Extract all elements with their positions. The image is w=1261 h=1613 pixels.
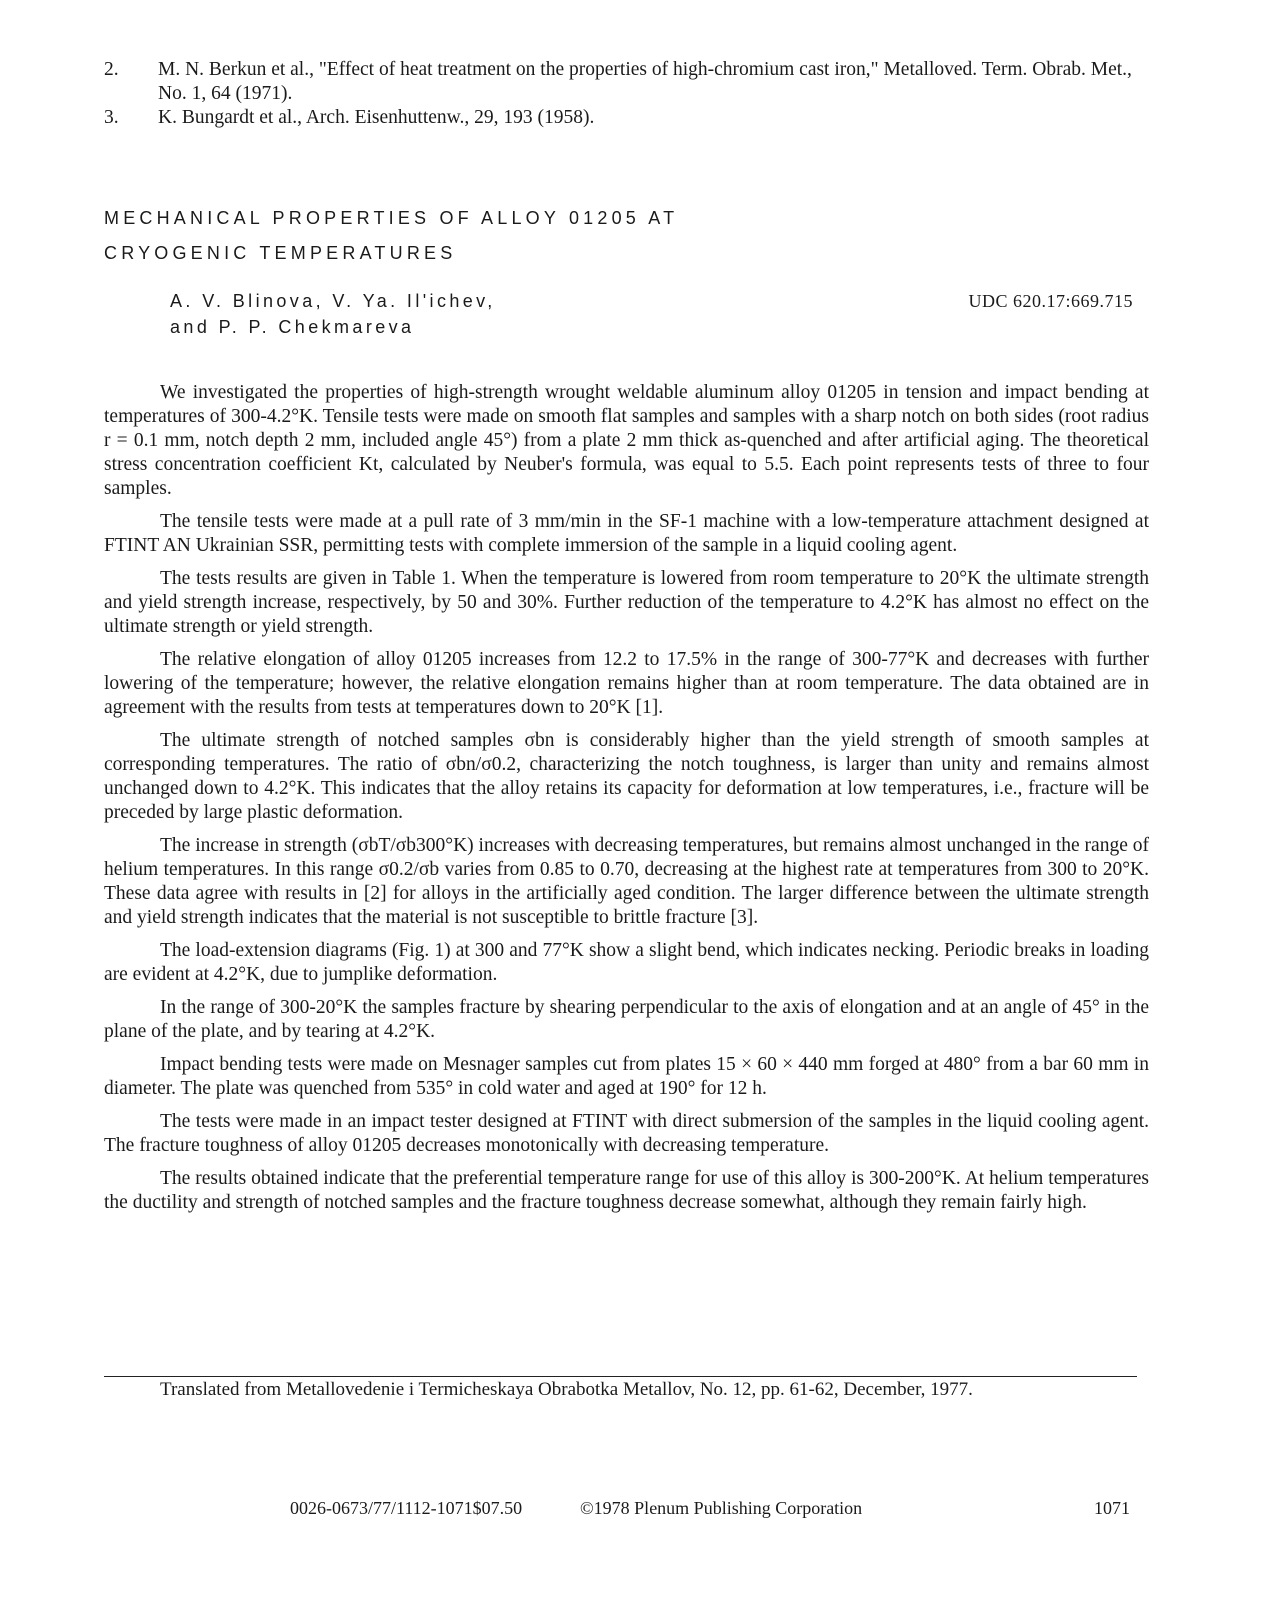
article-title-line-2: CRYOGENIC TEMPERATURES <box>104 243 457 263</box>
article-code: 0026-0673/77/1112-1071$07.50 <box>290 1498 523 1518</box>
reference-item <box>104 58 1144 106</box>
paragraph: The ultimate strength of notched samples σbn is considerably higher than the yield strength of smooth samples at corresponding temperatures. The ratio of σbn/σ0.2, characterizing the notch toughness, is larger than unity and remains almost unchanged down to 4.2°K. This indicates that the alloy retains its capacity for deformation at low temperatures, i.e., fracture will be preceded by large plastic deformation. <box>104 730 1149 823</box>
copyright-notice: ©1978 Plenum Publishing Corporation <box>580 1498 863 1518</box>
reference-number: 3. <box>104 107 119 128</box>
paragraph: Impact bending tests were made on Mesnager samples cut from plates 15 × 60 × 440 mm forged at 480° from a bar 60 mm in diameter. The plate was quenched from 535° in cold water and aged at 190° for 12 h. <box>104 1054 1149 1099</box>
article-body <box>104 381 1149 1224</box>
footnote-divider <box>104 1376 1137 1377</box>
reference-number: 2. <box>104 59 119 80</box>
author-line-2: and P. P. Chekmareva <box>170 317 415 337</box>
article-title-line-1: MECHANICAL PROPERTIES OF ALLOY 01205 AT <box>104 208 679 228</box>
paragraph: The increase in strength (σbT/σb300°K) increases with decreasing temperatures, but remains almost unchanged in the range of helium temperatures. In this range σ0.2/σb varies from 0.85 to 0.70, decreasing at the highest rate at temperatures from 300 to 20°K. These data agree with results in [2] for alloys in the artificially aged condition. The larger difference between the ultimate strength and yield strength indicates that the material is not susceptible to brittle fracture [3]. <box>104 835 1149 928</box>
translation-footnote: Translated from Metallovedenie i Termicheskaya Obrabotka Metallov, No. 12, pp. 61-62, December, 1977. <box>160 1379 973 1400</box>
paragraph: We investigated the properties of high-strength wrought weldable aluminum alloy 01205 in tension and impact bending at temperatures of 300-4.2°K. Tensile tests were made on smooth flat samples and samples with a sharp notch on both sides (root radius r = 0.1 mm, notch depth 2 mm, included angle 45°) from a plate 2 mm thick as-quenched and after artificial aging. The theoretical stress concentration coefficient Kt, calculated by Neuber's formula, was equal to 5.5. Each point represents tests of three to four samples. <box>104 382 1149 499</box>
author-list <box>170 288 770 340</box>
paragraph: The load-extension diagrams (Fig. 1) at 300 and 77°K show a slight bend, which indicates necking. Periodic breaks in loading are evident at 4.2°K, due to jumplike deformation. <box>104 940 1149 985</box>
paragraph: The results obtained indicate that the preferential temperature range for use of this alloy is 300-200°K. At helium temperatures the ductility and strength of notched samples and the fracture toughness decrease somewhat, although they remain fairly high. <box>104 1168 1149 1213</box>
paragraph: The tensile tests were made at a pull rate of 3 mm/min in the SF-1 machine with a low-temperature attachment designed at FTINT AN Ukrainian SSR, permitting tests with complete immersion of the sample in a liquid cooling agent. <box>104 511 1149 556</box>
paragraph: In the range of 300-20°K the samples fracture by shearing perpendicular to the axis of elongation and at an angle of 45° in the plane of the plate, and by tearing at 4.2°K. <box>104 997 1149 1042</box>
reference-text: K. Bungardt et al., Arch. Eisenhuttenw., 29, 193 (1958). <box>158 107 595 128</box>
paragraph: The tests results are given in Table 1. When the temperature is lowered from room temperature to 20°K the ultimate strength and yield strength increase, respectively, by 50 and 30%. Further reduction of the temperature to 4.2°K has almost no effect on the ultimate strength or yield strength. <box>104 568 1149 637</box>
udc-code: UDC 620.17:669.715 <box>968 291 1133 311</box>
reference-item <box>104 106 1144 130</box>
author-line-1: A. V. Blinova, V. Ya. Il'ichev, <box>170 291 496 311</box>
reference-text: M. N. Berkun et al., "Effect of heat treatment on the properties of high-chromium cast iron," Metalloved. Term. Obrab. Met., No. 1, 64 (1971). <box>158 59 1132 104</box>
paragraph: The relative elongation of alloy 01205 increases from 12.2 to 17.5% in the range of 300-77°K and decreases with further lowering of the temperature; however, the relative elongation remains higher than at room temperature. The data obtained are in agreement with the results from tests at temperatures down to 20°K [1]. <box>104 649 1149 718</box>
reference-list <box>104 58 1144 130</box>
paragraph: The tests were made in an impact tester designed at FTINT with direct submersion of the samples in the liquid cooling agent. The fracture toughness of alloy 01205 decreases monotonically with decreasing temperature. <box>104 1111 1149 1156</box>
page-number: 1071 <box>1094 1498 1130 1518</box>
